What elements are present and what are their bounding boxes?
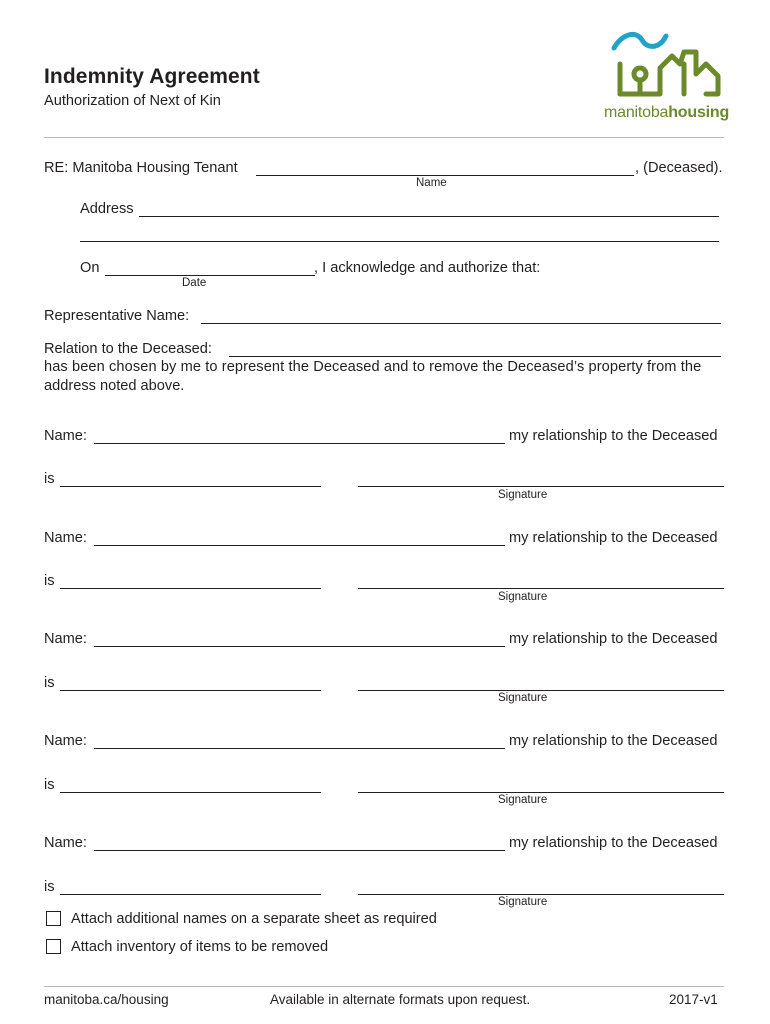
signature-caption: Signature	[498, 896, 548, 908]
entry-name-field[interactable]	[94, 443, 505, 444]
entry-is-label: is	[44, 879, 55, 895]
footer-formats-note: Available in alternate formats upon request.	[270, 992, 531, 1007]
entry-name-label: Name:	[44, 631, 87, 647]
entry-is-label: is	[44, 777, 55, 793]
entry-relationship-field[interactable]	[60, 486, 321, 487]
relation-label: Relation to the Deceased:	[44, 341, 212, 357]
date-caption: Date	[182, 277, 207, 289]
entry-relationship-field[interactable]	[60, 894, 321, 895]
signature-caption: Signature	[498, 489, 548, 501]
entry-name-field[interactable]	[94, 850, 505, 851]
footer-website: manitoba.ca/housing	[44, 992, 169, 1007]
entry-relationship-text: my relationship to the Deceased	[509, 733, 718, 749]
entry-relationship-field[interactable]	[60, 588, 321, 589]
representative-name-field-extension[interactable]	[335, 323, 721, 324]
footer-version: 2017-v1	[669, 992, 718, 1007]
name-caption: Name	[416, 177, 447, 189]
entry-relationship-text: my relationship to the Deceased	[509, 835, 718, 851]
entry-relationship-field[interactable]	[60, 792, 321, 793]
entry-signature-field[interactable]	[358, 792, 724, 793]
page-subtitle: Authorization of Next of Kin	[44, 93, 221, 109]
entry-signature-field[interactable]	[358, 588, 724, 589]
entry-name-label: Name:	[44, 530, 87, 546]
entry-name-field[interactable]	[94, 545, 505, 546]
header-divider	[44, 137, 724, 138]
entry-name-label: Name:	[44, 733, 87, 749]
tenant-name-field[interactable]	[256, 175, 634, 176]
entry-is-label: is	[44, 573, 55, 589]
address-field-line-1[interactable]	[139, 216, 719, 217]
address-field-line-2[interactable]	[80, 241, 719, 242]
entry-relationship-text: my relationship to the Deceased	[509, 428, 718, 444]
relation-body-line-1: has been chosen by me to represent the Deceased and to remove the Deceased’s property from the	[44, 359, 702, 375]
entry-relationship-text: my relationship to the Deceased	[509, 631, 718, 647]
inventory-checkbox[interactable]	[46, 939, 61, 954]
date-field-extension[interactable]	[271, 275, 315, 276]
entry-relationship-text: my relationship to the Deceased	[509, 530, 718, 546]
entry-name-label: Name:	[44, 835, 87, 851]
footer-divider	[44, 986, 724, 987]
additional-names-checkbox[interactable]	[46, 911, 61, 926]
entry-is-label: is	[44, 471, 55, 487]
entry-is-label: is	[44, 675, 55, 691]
entry-name-field[interactable]	[94, 748, 505, 749]
page-title: Indemnity Agreement	[44, 65, 260, 88]
address-label: Address	[80, 201, 134, 217]
inventory-label: Attach inventory of items to be removed	[71, 939, 329, 955]
entry-relationship-field[interactable]	[60, 690, 321, 691]
acknowledge-text: , I acknowledge and authorize that:	[314, 260, 541, 276]
additional-names-label: Attach additional names on a separate sheet as required	[71, 911, 437, 927]
logo-wordmark	[604, 104, 729, 122]
signature-caption: Signature	[498, 591, 548, 603]
entry-signature-field[interactable]	[358, 690, 724, 691]
manitoba-housing-logo	[600, 24, 730, 126]
date-field[interactable]	[105, 275, 271, 276]
relation-field[interactable]	[229, 356, 721, 357]
on-label: On	[80, 260, 100, 276]
logo-word-housing: housing	[668, 104, 730, 121]
signature-caption: Signature	[498, 794, 548, 806]
entry-name-field[interactable]	[94, 646, 505, 647]
entry-signature-field[interactable]	[358, 894, 724, 895]
housing-skyline-icon	[600, 24, 730, 102]
entry-name-label: Name:	[44, 428, 87, 444]
representative-label: Representative Name:	[44, 308, 190, 324]
signature-caption: Signature	[498, 692, 548, 704]
relation-body-line-2: address noted above.	[44, 378, 185, 394]
logo-word-manitoba: manitoba	[604, 104, 669, 121]
representative-name-field[interactable]	[201, 323, 335, 324]
re-label: RE: Manitoba Housing Tenant	[44, 160, 238, 176]
entry-signature-field[interactable]	[358, 486, 724, 487]
deceased-suffix: , (Deceased).	[635, 160, 723, 176]
